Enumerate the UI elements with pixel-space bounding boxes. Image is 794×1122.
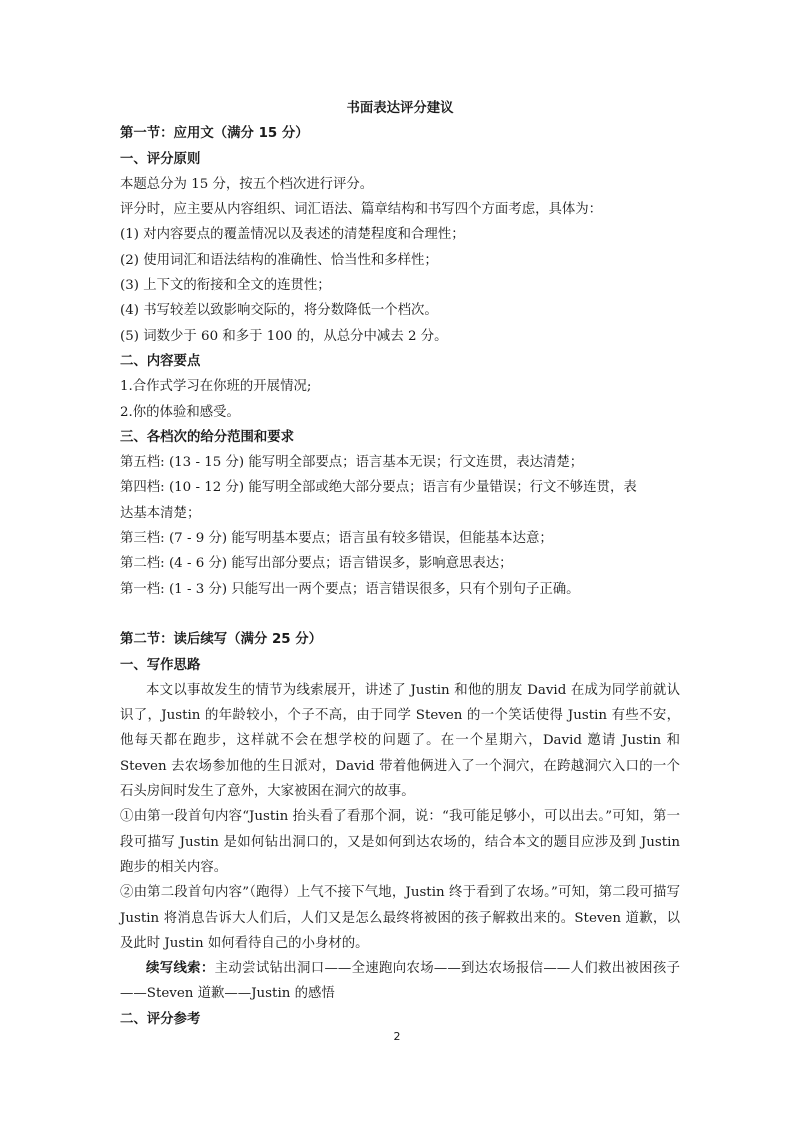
clue-paragraph xyxy=(120,956,680,1007)
principle-item-4: (4) 书写较差以致影响交际的，将分数降低一个档次。 xyxy=(120,303,438,319)
clue-text: 主动尝试钻出洞口——全速跑向农场——到达农场报信——人们救出被困孩子——Steven 道歉——Justin 的感悟 xyxy=(120,961,681,1002)
grade-5: 第五档: (13 - 15 分) 能写明全部要点；语言基本无误；行文连贯，表达清楚； xyxy=(120,455,584,471)
page-number: 2 xyxy=(393,1030,401,1043)
section-gap xyxy=(120,602,680,627)
document-page xyxy=(120,96,680,1032)
reference-heading: 二、评分参考 xyxy=(120,1011,201,1027)
principle-item-2: (2) 使用词汇和语法结构的准确性、恰当性和多样性； xyxy=(120,252,438,268)
grade-4: 第四档: (10 - 12 分) 能写明全部或绝大部分要点；语言有少量错误；行文不够连贯，表 xyxy=(120,480,637,496)
principle-item-3: (3) 上下文的衔接和全文的连贯性； xyxy=(120,278,331,294)
principles-heading: 一、评分原则 xyxy=(120,151,201,167)
grades-heading: 三、各档次的给分范围和要求 xyxy=(120,429,295,445)
paragraph-one-guidance: ①由第一段首句内容“Justin 抬头看了看那个洞，说：“我可能足够小，可以出去。”可知，第一段可描写 Justin 是如何钻出洞口的，又是如何到达农场的，结合本文的题目应涉及到 Justin 跑步的相关内容。 xyxy=(120,809,680,875)
principles-intro-2: 评分时，应主要从内容组织、词汇语法、篇章结构和书写四个方面考虑，具体为： xyxy=(120,202,603,218)
section1-heading: 第一节：应用文（满分 15 分） xyxy=(120,126,309,142)
principle-item-1: (1) 对内容要点的覆盖情况以及表述的清楚程度和合理性； xyxy=(120,227,465,243)
thinking-heading: 一、写作思路 xyxy=(120,657,201,673)
content-point-2: 2.你的体验和感受。 xyxy=(120,404,240,420)
clue-label: 续写线索： xyxy=(146,961,215,977)
content-heading: 二、内容要点 xyxy=(120,353,201,369)
grade-2: 第二档: (4 - 6 分) 能写出部分要点；语言错误多，影响意思表达； xyxy=(120,556,513,572)
grade-1: 第一档: (1 - 3 分) 只能写出一两个要点；语言错误很多，只有个别句子正确。 xyxy=(120,581,580,597)
paragraph-two-guidance: ②由第二段首句内容”（跑得）上气不接下气地，Justin 终于看到了农场。”可知，第二段可描写 Justin 将消息告诉大人们后，人们又是怎么最终将被困的孩子解救出来的。Steven 道歉，以及此时 Justin 如何看待自己的小身材的。 xyxy=(120,885,680,951)
principles-intro-1: 本题总分为 15 分，按五个档次进行评分。 xyxy=(120,176,374,192)
grade-4-continued: 达基本清楚； xyxy=(120,505,201,521)
content-point-1: 1.合作式学习在你班的开展情况; xyxy=(120,379,312,395)
story-summary-paragraph: 本文以事故发生的情节为线索展开，讲述了 Justin 和他的朋友 David 在成为同学前就认识了，Justin 的年龄较小，个子不高，由于同学 Steven 的一个笑话使得 Justin 有些不安，他每天都在跑步，这样就不会在想学校的问题了。在一个星期六，David 邀请 Justin 和 Steven 去农场参加他的生日派对，David 带着他俩进入了一个洞穴，在跨越洞穴入口的一个石头房间时发生了意外，大家被困在洞穴的故事。 xyxy=(120,682,680,800)
section2-heading: 第二节：读后续写（满分 25 分） xyxy=(120,632,323,648)
grade-3: 第三档: (7 - 9 分) 能写明基本要点；语言虽有较多错误，但能基本达意； xyxy=(120,531,553,547)
principle-item-5: (5) 词数少于 60 和多于 100 的，从总分中减去 2 分。 xyxy=(120,328,448,344)
document-title: 书面表达评分建议 xyxy=(346,101,454,116)
